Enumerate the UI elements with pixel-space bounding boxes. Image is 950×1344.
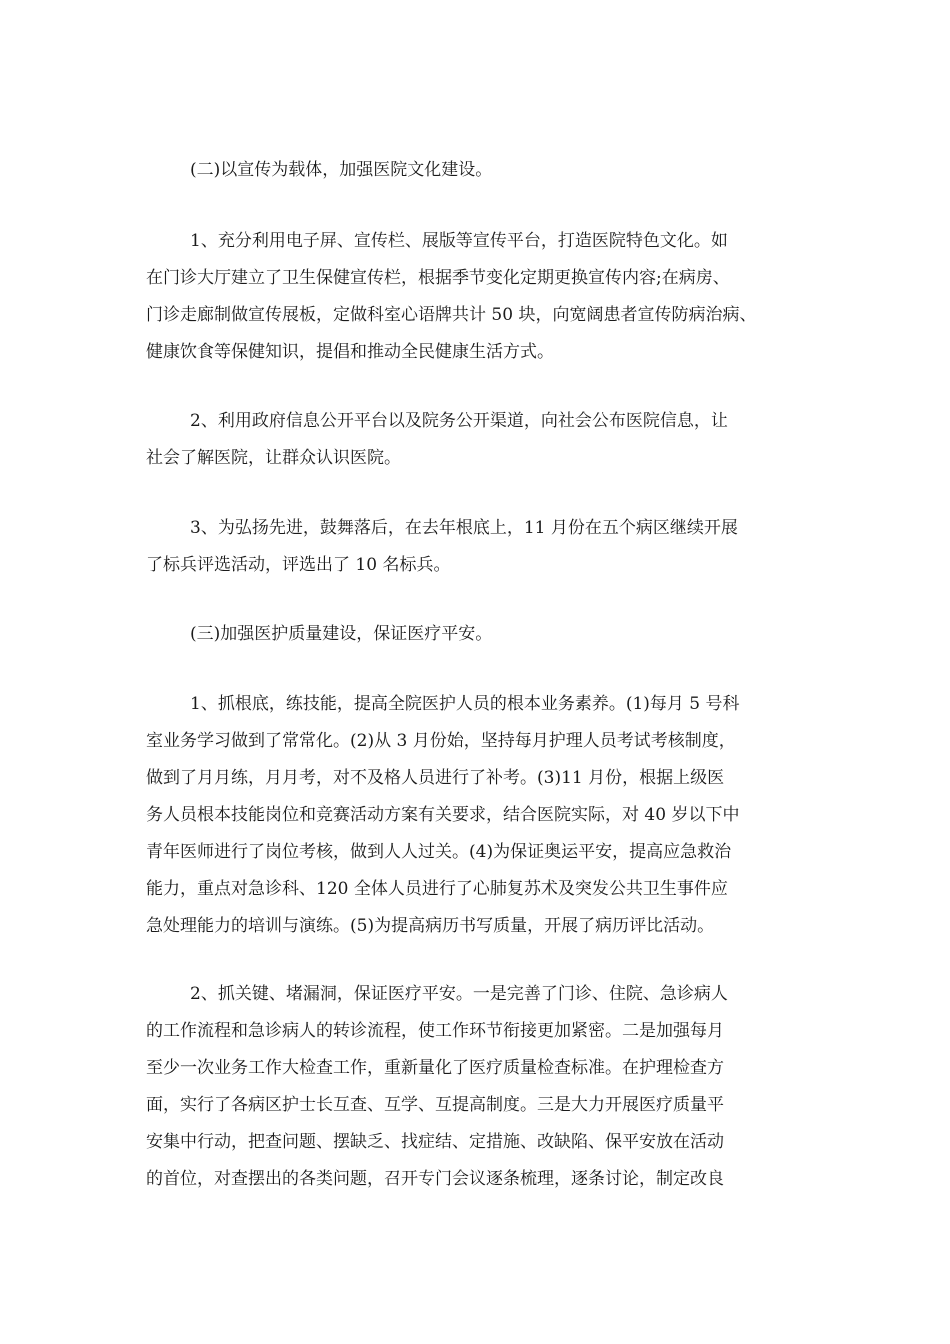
paragraph-line: 3、为弘扬先进，鼓舞落后，在去年根底上，11 月份在五个病区继续开展 (190, 518, 738, 538)
paragraph-line: 1、抓根底，练技能，提高全院医护人员的根本业务素养。(1)每月 5 号科 (190, 694, 740, 714)
paragraph-line: 社会了解医院，让群众认识医院。 (146, 448, 401, 468)
paragraph-line: 的首位，对查摆出的各类问题，召开专门会议逐条梳理，逐条讨论，制定改良 (146, 1169, 724, 1189)
paragraph-line: 1、充分利用电子屏、宣传栏、展版等宣传平台，打造医院特色文化。如 (190, 231, 728, 251)
paragraph-2-2 (146, 403, 806, 477)
paragraph-3-2 (146, 976, 806, 1198)
paragraph-3-1 (146, 686, 806, 945)
paragraph-line: 门诊走廊制做宣传展板，定做科室心语牌共计 50 块，向宽阔患者宣传防病治病、 (146, 305, 757, 325)
paragraph-line: 2、抓关键、堵漏洞，保证医疗平安。一是完善了门诊、住院、急诊病人 (190, 984, 728, 1004)
paragraph-line: 急处理能力的培训与演练。(5)为提高病历书写质量，开展了病历评比活动。 (146, 916, 715, 936)
paragraph-line: 健康饮食等保健知识，提倡和推动全民健康生活方式。 (146, 342, 554, 362)
paragraph-2-1 (146, 223, 806, 371)
paragraph-line: 在门诊大厅建立了卫生保健宣传栏，根据季节变化定期更换宣传内容;在病房、 (146, 268, 730, 288)
paragraph-line: 的工作流程和急诊病人的转诊流程，使工作环节衔接更加紧密。二是加强每月 (146, 1021, 724, 1041)
paragraph-line: 务人员根本技能岗位和竞赛活动方案有关要求，结合医院实际，对 40 岁以下中 (146, 805, 740, 825)
paragraph-line: 了标兵评选活动，评选出了 10 名标兵。 (146, 555, 451, 575)
paragraph-2-3 (146, 510, 806, 584)
paragraph-line: 至少一次业务工作大检查工作，重新量化了医疗质量检查标准。在护理检查方 (146, 1058, 724, 1078)
paragraph-line: 做到了月月练，月月考，对不及格人员进行了补考。(3)11 月份，根据上级医 (146, 768, 725, 788)
paragraph-line: 2、利用政府信息公开平台以及院务公开渠道，向社会公布医院信息，让 (190, 411, 728, 431)
paragraph-line: 室业务学习做到了常常化。(2)从 3 月份始，坚持每月护理人员考试考核制度， (146, 731, 736, 751)
paragraph-line: 青年医师进行了岗位考核，做到人人过关。(4)为保证奥运平安，提高应急救治 (146, 842, 732, 862)
section-heading-3: (三)加强医护质量建设，保证医疗平安。 (190, 624, 493, 644)
paragraph-line: 安集中行动，把查问题、摆缺乏、找症结、定措施、改缺陷、保平安放在活动 (146, 1132, 724, 1152)
paragraph-line: 面，实行了各病区护士长互查、互学、互提高制度。三是大力开展医疗质量平 (146, 1095, 724, 1115)
section-heading-2: (二)以宣传为载体，加强医院文化建设。 (190, 160, 493, 180)
paragraph-line: 能力，重点对急诊科、120 全体人员进行了心肺复苏术及突发公共卫生事件应 (146, 879, 728, 899)
